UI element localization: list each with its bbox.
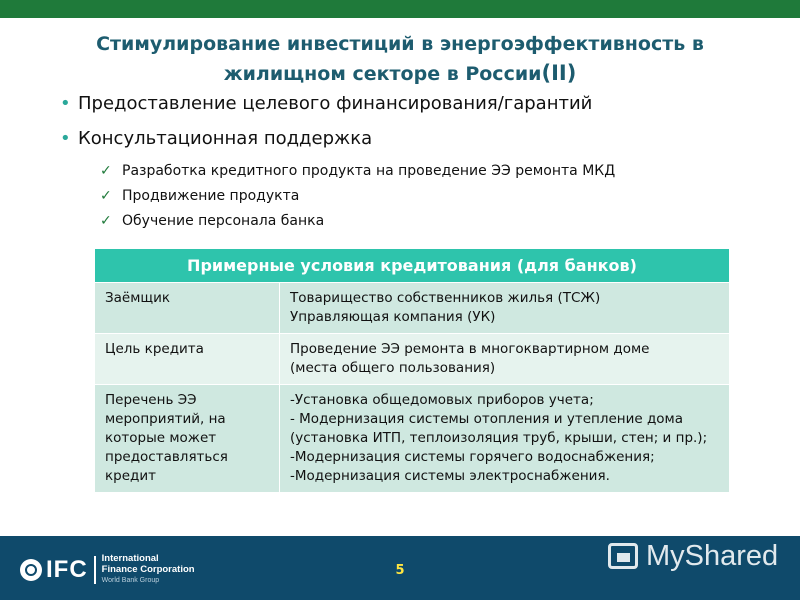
- page-number: 5: [395, 563, 405, 578]
- row-label: Перечень ЭЭ мероприятий, на которые может предоставляться кредит: [95, 385, 280, 493]
- check-icon: ✓: [100, 213, 112, 229]
- row-label: Заёмщик: [95, 283, 280, 334]
- globe-icon: [20, 559, 42, 581]
- org-line: Finance Corporation: [101, 564, 195, 575]
- checklist-item: [100, 213, 615, 230]
- row-value: [280, 334, 730, 385]
- credit-terms-table: [94, 248, 730, 493]
- checklist-item: [100, 163, 615, 180]
- bullet-text: Предоставление целевого финансирования/гарантий: [78, 93, 593, 114]
- table-header: Примерные условия кредитования (для банков): [95, 249, 730, 283]
- row-value-line: -Модернизация системы горячего водоснабжения;: [290, 449, 655, 465]
- watermark-text: MyShared: [646, 539, 779, 572]
- bullet-item: [60, 92, 760, 116]
- bullet-icon: •: [60, 128, 71, 149]
- bullet-item: [60, 127, 760, 151]
- bullet-list: [60, 92, 760, 162]
- top-accent-bar: [0, 0, 800, 18]
- checklist-text: Обучение персонала банка: [122, 213, 325, 229]
- row-value: [280, 283, 730, 334]
- check-icon: ✓: [100, 163, 112, 179]
- table-row: [95, 334, 730, 385]
- org-line: World Bank Group: [101, 577, 160, 584]
- row-value: [280, 385, 730, 493]
- bullet-icon: •: [60, 93, 71, 114]
- checklist: [100, 163, 615, 238]
- table-row: [95, 385, 730, 493]
- row-value-line: (места общего пользования): [290, 360, 496, 376]
- row-value-line: -Установка общедомовых приборов учета;: [290, 392, 594, 408]
- row-value-line: Управляющая компания (УК): [290, 309, 496, 325]
- row-value-line: - Модернизация системы отопления и утепление дома (установка ИТП, теплоизоляция труб, крыши, стен; и пр.);: [290, 411, 708, 446]
- ifc-logo: [20, 553, 195, 586]
- row-value-line: Проведение ЭЭ ремонта в многоквартирном доме: [290, 341, 650, 357]
- row-value-line: -Модернизация системы электроснабжения.: [290, 468, 610, 484]
- checklist-text: Продвижение продукта: [122, 188, 300, 204]
- watermark: [608, 536, 778, 576]
- slide-title-text: Стимулирование инвестиций в энергоэффективность в жилищном секторе в России: [96, 33, 704, 85]
- slide-title-suffix: (II): [541, 61, 577, 85]
- bullet-text: Консультационная поддержка: [78, 128, 373, 149]
- check-icon: ✓: [100, 188, 112, 204]
- logo-divider: [94, 556, 96, 584]
- org-line: International: [101, 553, 159, 564]
- table-row: [95, 283, 730, 334]
- row-value-line: Товарищество собственников жилья (ТСЖ): [290, 290, 601, 306]
- presentation-icon: [608, 543, 638, 569]
- row-label: Цель кредита: [95, 334, 280, 385]
- logo-text: IFC: [46, 555, 88, 583]
- org-name: [102, 553, 195, 586]
- checklist-text: Разработка кредитного продукта на проведение ЭЭ ремонта МКД: [122, 163, 616, 179]
- slide-title: [60, 30, 740, 89]
- checklist-item: [100, 188, 615, 205]
